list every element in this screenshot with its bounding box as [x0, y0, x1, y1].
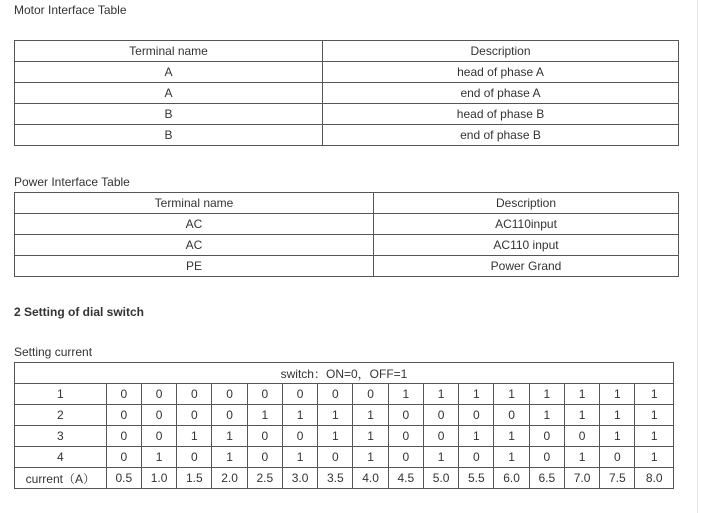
value-cell: 0 [106, 405, 141, 426]
value-cell: 1 [318, 405, 353, 426]
column-header-terminal-name: Terminal name [15, 41, 323, 62]
terminal-name-cell: AC [15, 214, 374, 235]
value-cell: 0 [318, 447, 353, 468]
value-cell: 1 [494, 447, 529, 468]
value-cell: 0 [141, 405, 176, 426]
table-row [15, 256, 679, 277]
description-cell: AC110input [374, 214, 679, 235]
row-label-cell: 1 [15, 384, 107, 405]
value-cell: 1 [635, 447, 674, 468]
value-cell: 0 [282, 384, 317, 405]
value-cell: 0 [247, 384, 282, 405]
setting-current-caption: Setting current [14, 345, 93, 359]
value-cell: 0.5 [106, 468, 141, 489]
power-table-caption: Power Interface Table [14, 175, 130, 189]
description-cell: head of phase B [323, 104, 679, 125]
switch-note-cell: switch：ON=0，OFF=1 [15, 363, 674, 384]
table-row [15, 447, 674, 468]
value-cell: 1 [459, 426, 494, 447]
dial-switch-heading: 2 Setting of dial switch [14, 305, 145, 319]
value-cell: 2.5 [247, 468, 282, 489]
value-cell: 0 [106, 447, 141, 468]
value-cell: 1 [353, 405, 388, 426]
value-cell: 0 [318, 384, 353, 405]
value-cell: 1.0 [141, 468, 176, 489]
value-cell: 1 [564, 384, 599, 405]
value-cell: 0 [177, 405, 212, 426]
value-cell: 0 [388, 405, 423, 426]
value-cell: 4.5 [388, 468, 423, 489]
table-row [15, 214, 679, 235]
value-cell: 1 [600, 405, 635, 426]
value-cell: 0 [388, 447, 423, 468]
value-cell: 5.5 [459, 468, 494, 489]
value-cell: 1 [141, 447, 176, 468]
value-cell: 1 [423, 447, 458, 468]
value-cell: 0 [494, 405, 529, 426]
value-cell: 1 [635, 384, 674, 405]
value-cell: 0 [212, 384, 247, 405]
value-cell: 0 [459, 447, 494, 468]
value-cell: 1 [529, 384, 564, 405]
value-cell: 1 [564, 447, 599, 468]
value-cell: 6.5 [529, 468, 564, 489]
description-cell: end of phase B [323, 125, 679, 146]
value-cell: 1 [247, 405, 282, 426]
value-cell: 1 [600, 426, 635, 447]
table-header-row [15, 41, 679, 62]
row-label-cell: 2 [15, 405, 107, 426]
value-cell: 0 [141, 384, 176, 405]
terminal-name-cell: B [15, 125, 323, 146]
value-cell: 7.0 [564, 468, 599, 489]
table-row [15, 235, 679, 256]
value-cell: 1 [600, 384, 635, 405]
value-cell: 0 [106, 426, 141, 447]
value-cell: 0 [247, 426, 282, 447]
value-cell: 5.0 [423, 468, 458, 489]
table-row [15, 125, 679, 146]
value-cell: 3.0 [282, 468, 317, 489]
value-cell: 0 [353, 384, 388, 405]
value-cell: 1 [282, 405, 317, 426]
table-row [15, 468, 674, 489]
value-cell: 0 [423, 405, 458, 426]
value-cell: 3.5 [318, 468, 353, 489]
description-cell: end of phase A [323, 83, 679, 104]
table-row [15, 83, 679, 104]
value-cell: 4.0 [353, 468, 388, 489]
table-row [15, 384, 674, 405]
value-cell: 1 [177, 426, 212, 447]
value-cell: 0 [106, 384, 141, 405]
row-label-cell: 3 [15, 426, 107, 447]
table-row [15, 104, 679, 125]
setting-current-table [14, 362, 674, 489]
motor-table-caption: Motor Interface Table [14, 3, 127, 17]
column-header-description: Description [323, 41, 679, 62]
page-edge-divider [697, 0, 698, 513]
value-cell: 1 [423, 384, 458, 405]
value-cell: 0 [247, 447, 282, 468]
table-row [15, 62, 679, 83]
terminal-name-cell: AC [15, 235, 374, 256]
value-cell: 1 [282, 447, 317, 468]
terminal-name-cell: A [15, 83, 323, 104]
column-header-terminal-name: Terminal name [15, 193, 374, 214]
value-cell: 1 [318, 426, 353, 447]
row-label-cell: 4 [15, 447, 107, 468]
table-row [15, 405, 674, 426]
value-cell: 1 [459, 384, 494, 405]
description-cell: Power Grand [374, 256, 679, 277]
terminal-name-cell: B [15, 104, 323, 125]
value-cell: 0 [423, 426, 458, 447]
value-cell: 1 [388, 384, 423, 405]
switch-note-row [15, 363, 674, 384]
motor-interface-table [14, 40, 679, 146]
value-cell: 0 [600, 447, 635, 468]
column-header-description: Description [374, 193, 679, 214]
value-cell: 1 [494, 384, 529, 405]
terminal-name-cell: PE [15, 256, 374, 277]
value-cell: 0 [459, 405, 494, 426]
value-cell: 0 [212, 405, 247, 426]
value-cell: 0 [177, 447, 212, 468]
description-cell: AC110 input [374, 235, 679, 256]
value-cell: 6.0 [494, 468, 529, 489]
value-cell: 0 [141, 426, 176, 447]
value-cell: 7.5 [600, 468, 635, 489]
value-cell: 2.0 [212, 468, 247, 489]
terminal-name-cell: A [15, 62, 323, 83]
value-cell: 1 [212, 447, 247, 468]
table-header-row [15, 193, 679, 214]
value-cell: 1 [635, 426, 674, 447]
value-cell: 1 [494, 426, 529, 447]
value-cell: 0 [529, 426, 564, 447]
value-cell: 1 [212, 426, 247, 447]
value-cell: 8.0 [635, 468, 674, 489]
value-cell: 1.5 [177, 468, 212, 489]
table-row [15, 426, 674, 447]
value-cell: 0 [388, 426, 423, 447]
power-interface-table [14, 192, 679, 277]
description-cell: head of phase A [323, 62, 679, 83]
value-cell: 1 [564, 405, 599, 426]
value-cell: 0 [282, 426, 317, 447]
value-cell: 1 [635, 405, 674, 426]
value-cell: 0 [529, 447, 564, 468]
value-cell: 1 [529, 405, 564, 426]
value-cell: 1 [353, 447, 388, 468]
value-cell: 0 [564, 426, 599, 447]
value-cell: 0 [177, 384, 212, 405]
row-label-cell: current（A） [15, 468, 107, 489]
value-cell: 1 [353, 426, 388, 447]
